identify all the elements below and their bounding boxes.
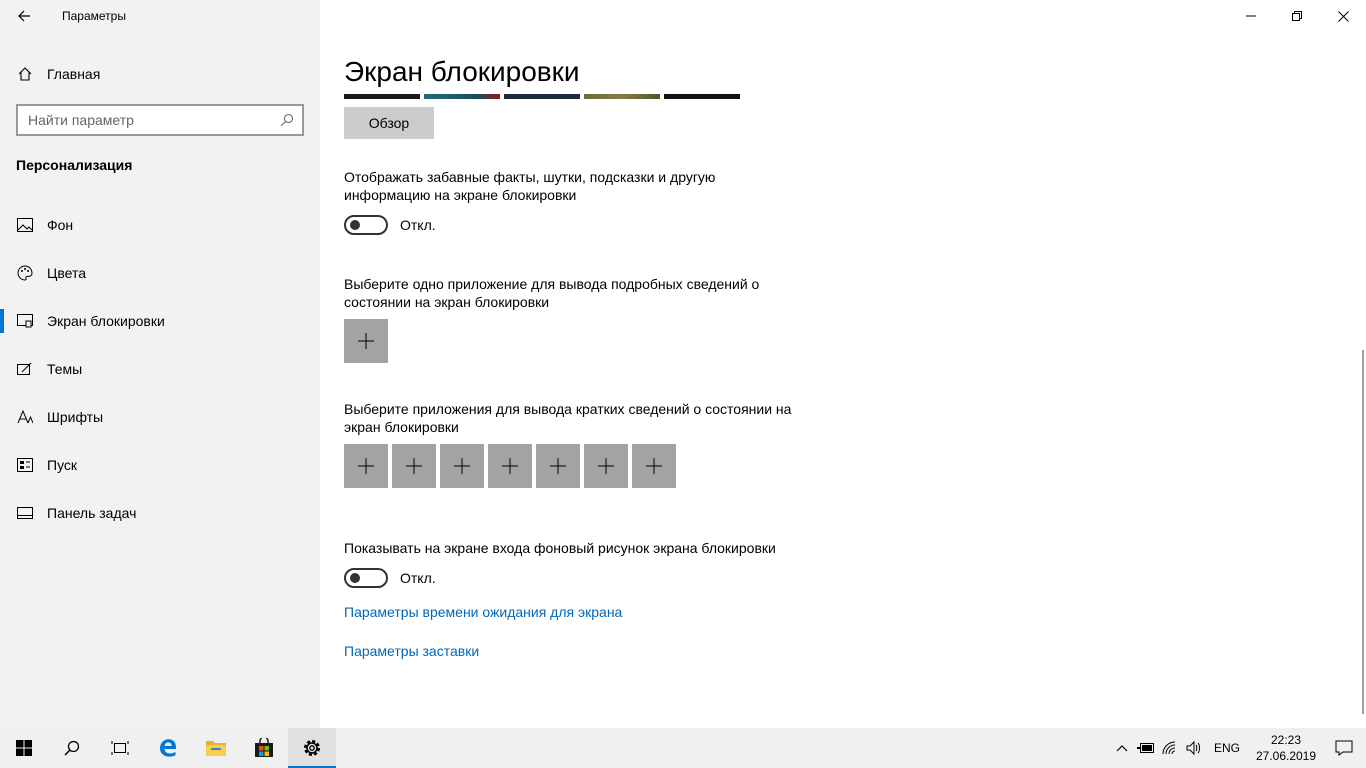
sidebar xyxy=(0,0,320,728)
edge-icon xyxy=(158,738,178,758)
action-center-button[interactable] xyxy=(1322,728,1366,768)
minimize-button[interactable] xyxy=(1228,0,1274,32)
plus-icon xyxy=(646,458,662,474)
restore-icon xyxy=(1292,11,1302,21)
sidebar-item-label: Панель задач xyxy=(47,505,137,521)
signin-background-toggle-row xyxy=(344,568,436,588)
sidebar-item-background[interactable] xyxy=(0,201,320,249)
plus-icon xyxy=(454,458,470,474)
search-icon xyxy=(280,113,294,127)
search-box[interactable] xyxy=(16,104,304,136)
home-label: Главная xyxy=(47,66,101,82)
sidebar-item-colors[interactable] xyxy=(0,249,320,297)
search-icon xyxy=(64,740,80,756)
system-tray xyxy=(1110,728,1366,768)
sidebar-item-start[interactable] xyxy=(0,441,320,489)
clock-date: 27.06.2019 xyxy=(1255,749,1317,763)
windows-start-icon xyxy=(16,740,32,756)
sidebar-item-label: Цвета xyxy=(47,265,86,281)
start-button[interactable] xyxy=(0,728,48,768)
fun-facts-toggle[interactable] xyxy=(344,215,388,235)
sidebar-item-themes[interactable] xyxy=(0,345,320,393)
file-explorer-button[interactable] xyxy=(192,728,240,768)
detailed-status-label: Выберите одно приложение для вывода подробных сведений о состоянии на экран блокировки xyxy=(344,276,760,310)
themes-icon xyxy=(16,360,34,378)
battery-button[interactable] xyxy=(1134,728,1158,768)
background-thumbnail[interactable] xyxy=(424,94,500,99)
app-title: Параметры xyxy=(62,9,126,23)
start-icon xyxy=(16,456,34,474)
background-thumbnail[interactable] xyxy=(664,94,740,99)
detailed-status-tiles xyxy=(344,319,388,363)
page-title: Экран блокировки xyxy=(344,56,580,87)
battery-icon xyxy=(1137,742,1155,754)
store-button[interactable] xyxy=(240,728,288,768)
close-icon xyxy=(1338,11,1349,22)
background-thumbnail[interactable] xyxy=(504,94,580,99)
taskbar xyxy=(0,728,1366,768)
plus-icon xyxy=(406,458,422,474)
screensaver-link[interactable]: Параметры заставки xyxy=(344,643,480,659)
speaker-icon xyxy=(1186,741,1202,755)
palette-icon xyxy=(16,264,34,282)
background-thumbnails xyxy=(344,94,740,99)
add-app-tile[interactable] xyxy=(488,444,532,488)
signin-background-label: Показывать на экране входа фоновый рисунок экрана блокировки xyxy=(344,540,776,556)
sidebar-item-taskbar[interactable] xyxy=(0,489,320,537)
sidebar-item-label: Темы xyxy=(47,361,83,377)
quick-status-tiles xyxy=(344,444,676,488)
add-app-tile[interactable] xyxy=(584,444,628,488)
task-view-button[interactable] xyxy=(96,728,144,768)
plus-icon xyxy=(598,458,614,474)
image-icon xyxy=(16,216,34,234)
lock-screen-icon xyxy=(16,312,34,330)
clock-time: 22:23 xyxy=(1270,733,1302,747)
background-thumbnail[interactable] xyxy=(344,94,420,99)
clock[interactable] xyxy=(1250,732,1322,764)
add-app-tile[interactable] xyxy=(536,444,580,488)
signin-background-toggle[interactable] xyxy=(344,568,388,588)
home-icon xyxy=(16,65,34,83)
quick-status-label: Выберите приложения для вывода кратких сведений о состоянии на экран блокировки xyxy=(344,401,792,435)
chevron-up-icon xyxy=(1116,744,1128,752)
file-explorer-icon xyxy=(205,739,227,757)
fun-facts-state: Откл. xyxy=(400,217,436,233)
taskbar-icon xyxy=(16,504,34,522)
screen-timeout-link[interactable]: Параметры времени ожидания для экрана xyxy=(344,604,623,620)
home-nav-item[interactable] xyxy=(16,62,100,86)
task-view-icon xyxy=(111,740,129,756)
plus-icon xyxy=(550,458,566,474)
minimize-icon xyxy=(1246,11,1256,21)
search-button[interactable] xyxy=(48,728,96,768)
window-controls xyxy=(1228,0,1366,32)
notification-icon xyxy=(1335,740,1353,756)
sidebar-nav xyxy=(0,201,320,537)
sidebar-item-label: Фон xyxy=(47,217,74,233)
settings-button[interactable] xyxy=(288,728,336,768)
background-thumbnail[interactable] xyxy=(584,94,660,99)
add-app-tile[interactable] xyxy=(632,444,676,488)
network-button[interactable] xyxy=(1158,728,1182,768)
back-button[interactable] xyxy=(0,0,48,32)
section-title: Персонализация xyxy=(16,157,133,173)
wifi-icon xyxy=(1162,741,1178,755)
show-hidden-icons-button[interactable] xyxy=(1110,728,1134,768)
plus-icon xyxy=(358,333,374,349)
close-button[interactable] xyxy=(1320,0,1366,32)
fun-facts-toggle-row xyxy=(344,215,436,235)
add-app-tile[interactable] xyxy=(344,319,388,363)
plus-icon xyxy=(502,458,518,474)
language-indicator[interactable]: ENG xyxy=(1213,741,1240,755)
edge-button[interactable] xyxy=(144,728,192,768)
scrollbar[interactable] xyxy=(1362,350,1364,714)
volume-button[interactable] xyxy=(1182,728,1206,768)
toggle-knob xyxy=(350,220,360,230)
store-icon xyxy=(254,738,274,758)
plus-icon xyxy=(358,458,374,474)
fonts-icon xyxy=(16,408,34,426)
search-input[interactable] xyxy=(28,112,280,128)
add-app-tile[interactable] xyxy=(440,444,484,488)
sidebar-item-label: Пуск xyxy=(47,457,78,473)
sidebar-item-label: Шрифты xyxy=(47,409,104,425)
sidebar-item-label: Экран блокировки xyxy=(47,313,165,329)
sidebar-item-lock-screen[interactable] xyxy=(0,297,320,345)
settings-icon xyxy=(302,738,322,758)
fun-facts-label: Отображать забавные факты, шутки, подсказки и другую информацию на экране блокировки xyxy=(344,169,716,203)
add-app-tile[interactable] xyxy=(392,444,436,488)
toggle-knob xyxy=(350,573,360,583)
sidebar-item-fonts[interactable] xyxy=(0,393,320,441)
browse-button[interactable]: Обзор xyxy=(344,107,434,139)
signin-background-state: Откл. xyxy=(400,570,436,586)
restore-button[interactable] xyxy=(1274,0,1320,32)
back-arrow-icon xyxy=(17,9,31,23)
add-app-tile[interactable] xyxy=(344,444,388,488)
